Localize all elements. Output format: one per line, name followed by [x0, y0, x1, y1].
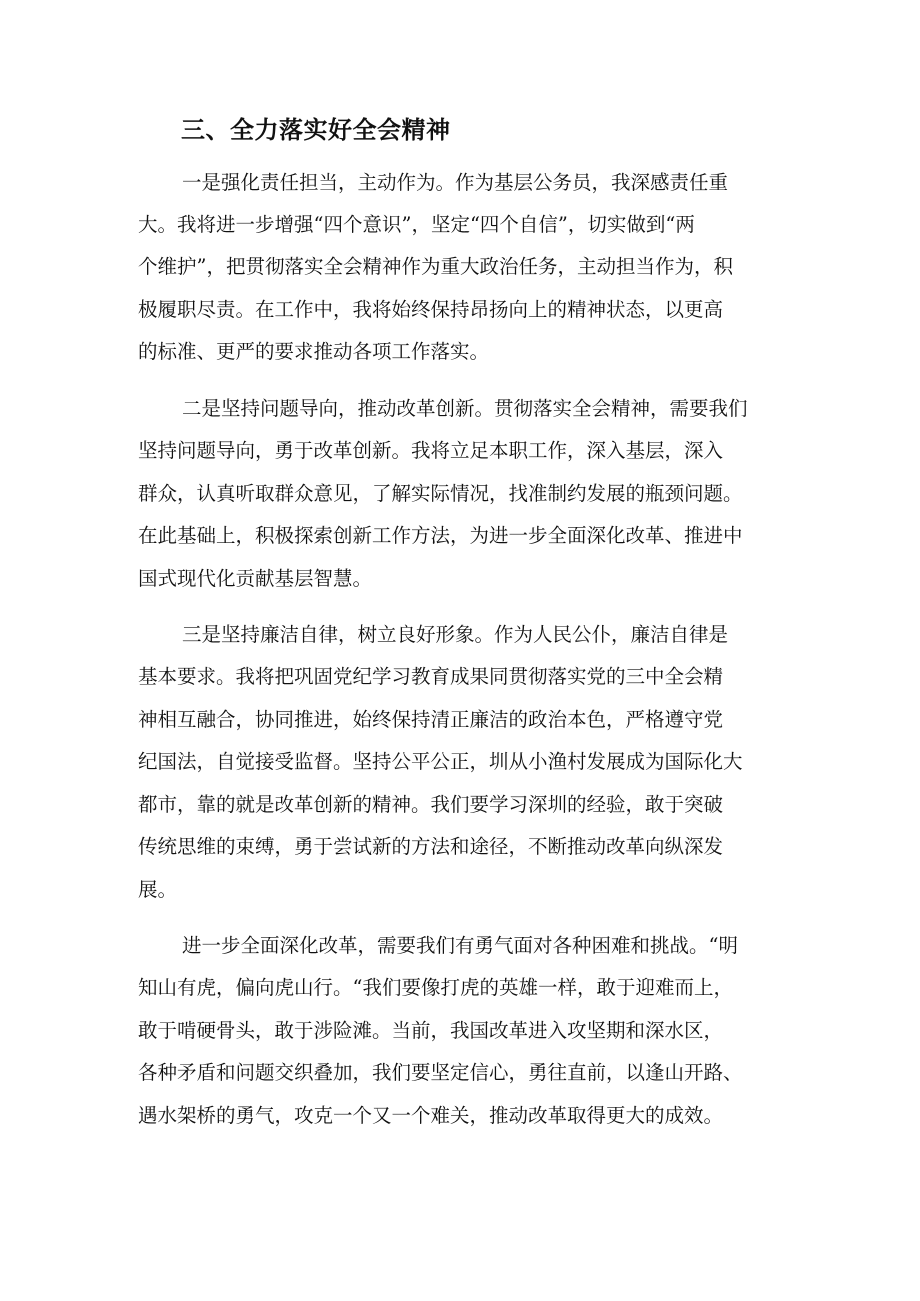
- paragraph-line: 纪国法，自觉接受监督。坚持公平公正，圳从小渔村发展成为国际化大: [138, 750, 743, 773]
- paragraph-line: 国式现代化贡献基层智慧。: [138, 567, 373, 590]
- paragraph-line: 一是强化责任担当，主动作为。作为基层公务员，我深感责任重: [182, 171, 729, 194]
- paragraph-line: 展。: [138, 878, 178, 901]
- paragraph-line: 传统思维的束缚，勇于尝试新的方法和途径，不断推动改革向纵深发: [138, 835, 724, 858]
- paragraph-line: 在此基础上，积极探索创新工作方法，为进一步全面深化改革、推进中: [138, 524, 743, 547]
- paragraph-line: 知山有虎，偏向虎山行。“我们要像打虎的英雄一样，敢于迎难而上，: [138, 976, 733, 999]
- paragraph-line: 敢于啃硬骨头，敢于涉险滩。当前，我国改革进入攻坚期和深水区，: [138, 1019, 724, 1042]
- paragraph-line: 二是坚持问题导向，推动改革创新。贯彻落实全会精神，需要我们: [182, 397, 748, 420]
- paragraph-line: 的标准、更严的要求推动各项工作落实。: [138, 340, 490, 363]
- paragraph-line: 基本要求。我将把巩固党纪学习教育成果同贯彻落实党的三中全会精: [138, 665, 724, 688]
- paragraph-line: 大。我将进一步增强“四个意识”，坚定“四个自信”，切实做到“两: [138, 213, 695, 236]
- paragraph-line: 群众，认真听取群众意见，了解实际情况，找准制约发展的瓶颈问题。: [138, 482, 743, 505]
- section-heading: 三、全力落实好全会精神: [181, 116, 451, 144]
- paragraph-line: 极履职尽责。在工作中，我将始终保持昂扬向上的精神状态，以更高: [138, 298, 724, 321]
- paragraph-line: 坚持问题导向，勇于改革创新。我将立足本职工作，深入基层，深入: [138, 439, 724, 462]
- paragraph-line: 遇水架桥的勇气，攻克一个又一个难关，推动改革取得更大的成效。: [138, 1104, 724, 1127]
- paragraph-line: 进一步全面深化改革，需要我们有勇气面对各种困难和挑战。“明: [182, 934, 738, 957]
- paragraph-line: 个维护”，把贯彻落实全会精神作为重大政治任务，主动担当作为，积: [138, 255, 733, 278]
- paragraph-line: 各种矛盾和问题交织叠加，我们要坚定信心，勇往直前，以逢山开路、: [138, 1061, 743, 1084]
- paragraph-line: 都市，靠的就是改革创新的精神。我们要学习深圳的经验，敢于突破: [138, 793, 724, 816]
- paragraph-line: 三是坚持廉洁自律，树立良好形象。作为人民公仆，廉洁自律是: [182, 623, 729, 646]
- paragraph-line: 神相互融合，协同推进，始终保持清正廉洁的政治本色，严格遵守党: [138, 708, 724, 731]
